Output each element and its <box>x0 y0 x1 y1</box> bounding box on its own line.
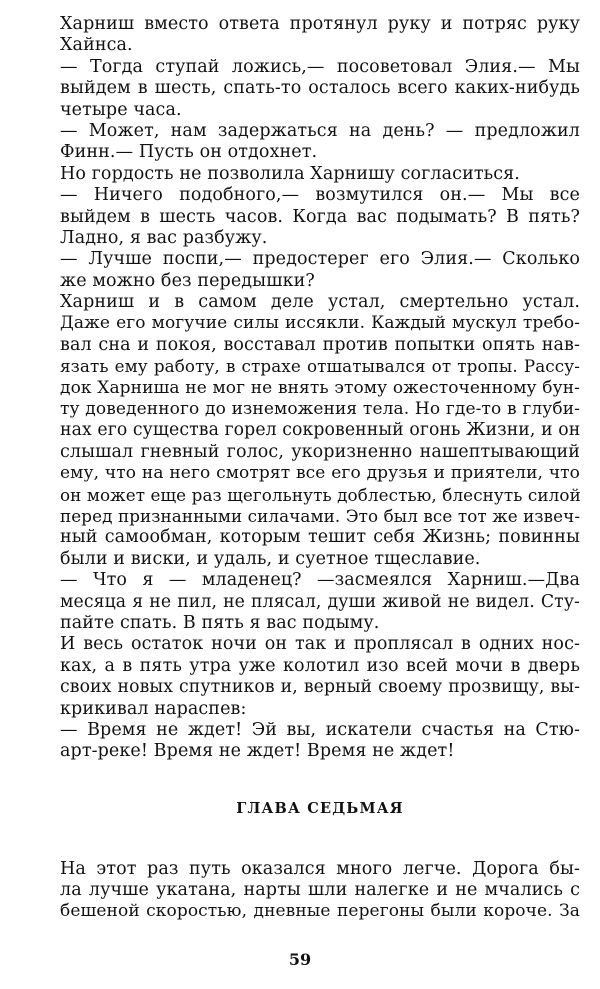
text-line: — Что я — младенец? —засмеялся Харниш.—Два <box>60 570 580 591</box>
text-line: крикивал нараспев: <box>60 698 247 719</box>
text-line: — Тогда ступай ложись,— посоветовал Элия.— Мы <box>60 56 580 77</box>
text-line: ный самообман, которым тешит себя Жизнь; повинны <box>60 527 580 548</box>
text-line: вал сна и покоя, восставал против попытки опять нав- <box>60 334 580 355</box>
text-line: — Ничего подобного,— возмутился он.— Мы все <box>60 185 580 206</box>
text-line: Ладно, я вас разбужу. <box>60 227 268 248</box>
page-number: 59 <box>288 950 312 969</box>
text-before-chapter <box>60 14 580 763</box>
text-line: бешеной скоростью, дневные перегоны были короче. За <box>60 901 580 922</box>
text-line: он может еще раз щегольнуть доблестью, блеснуть силой <box>60 484 581 505</box>
text-line: И весь остаток ночи он так и проплясал в одних нос- <box>60 634 580 655</box>
text-line: четыре часа. <box>60 99 182 120</box>
text-line: На этот раз путь оказался много легче. Дорога бы- <box>60 858 580 879</box>
text-line: выйдем в шесть часов. Когда вас подымать? В пять? <box>60 206 580 227</box>
text-line: Хайнса. <box>60 35 133 56</box>
page-body <box>60 14 580 923</box>
chapter-heading-block <box>60 763 580 859</box>
text-line: Финн.— Пусть он отдохнет. <box>60 142 318 163</box>
text-line: выйдем в шесть, спать-то осталось всего каких-нибудь <box>60 78 580 99</box>
text-line: язать ему работу, в страхе отшатывался от тропы. Рассу- <box>60 356 580 377</box>
chapter-heading: ГЛАВА СЕДЬМАЯ <box>236 799 404 817</box>
text-line: ках, а в пять утра уже колотил изо всей мочи в дверь <box>60 655 580 676</box>
text-line: ла лучше укатана, нарты шли налегке и не мчались с <box>60 880 580 901</box>
text-line: док Харниша не мог не внять этому ожесточенному бун- <box>60 377 580 398</box>
text-line: ему, что на него смотрят все его друзья и приятели, что <box>60 463 580 484</box>
text-line: Харниш вместо ответа протянул руку и потряс руку <box>60 14 580 34</box>
text-line: были и виски, и удаль, и суетное тщеславие. <box>60 548 481 569</box>
text-line: месяца я не пил, не плясал, души живой не видел. Сту- <box>60 591 580 612</box>
text-line: Даже его могучие силы иссякли. Каждый мускул требо- <box>60 313 580 334</box>
text-line: ту доведенного до изнеможения тела. Но где-то в глуби- <box>60 399 580 420</box>
text-line: слышал гневный голос, укоризненно нашептывающий <box>60 441 580 462</box>
text-line: — Время не ждет! Эй вы, искатели счастья на Стю- <box>60 719 580 740</box>
text-line: Но гордость не позволила Харнишу согласиться. <box>60 163 520 184</box>
text-line: арт-реке! Время не ждет! Время не ждет! <box>60 741 455 762</box>
text-line: пайте спать. В пять я вас подыму. <box>60 612 380 633</box>
text-line: нах его существа горел сокровенный огонь Жизни, и он <box>60 420 581 441</box>
text-line: Харниш и в самом деле устал, смертельно устал. <box>60 292 580 313</box>
text-line: — Может, нам задержаться на день? — предложил <box>60 120 580 141</box>
text-line: перед признанными силачами. Это был все тот же извеч- <box>60 505 581 526</box>
text-line: — Лучше поспи,— предостерег его Элия.— Сколько <box>60 249 580 270</box>
text-line: же можно без передышки? <box>60 270 315 291</box>
text-after-chapter <box>60 859 580 923</box>
text-line: своих новых спутников и, верный своему прозвищу, вы- <box>60 677 580 698</box>
